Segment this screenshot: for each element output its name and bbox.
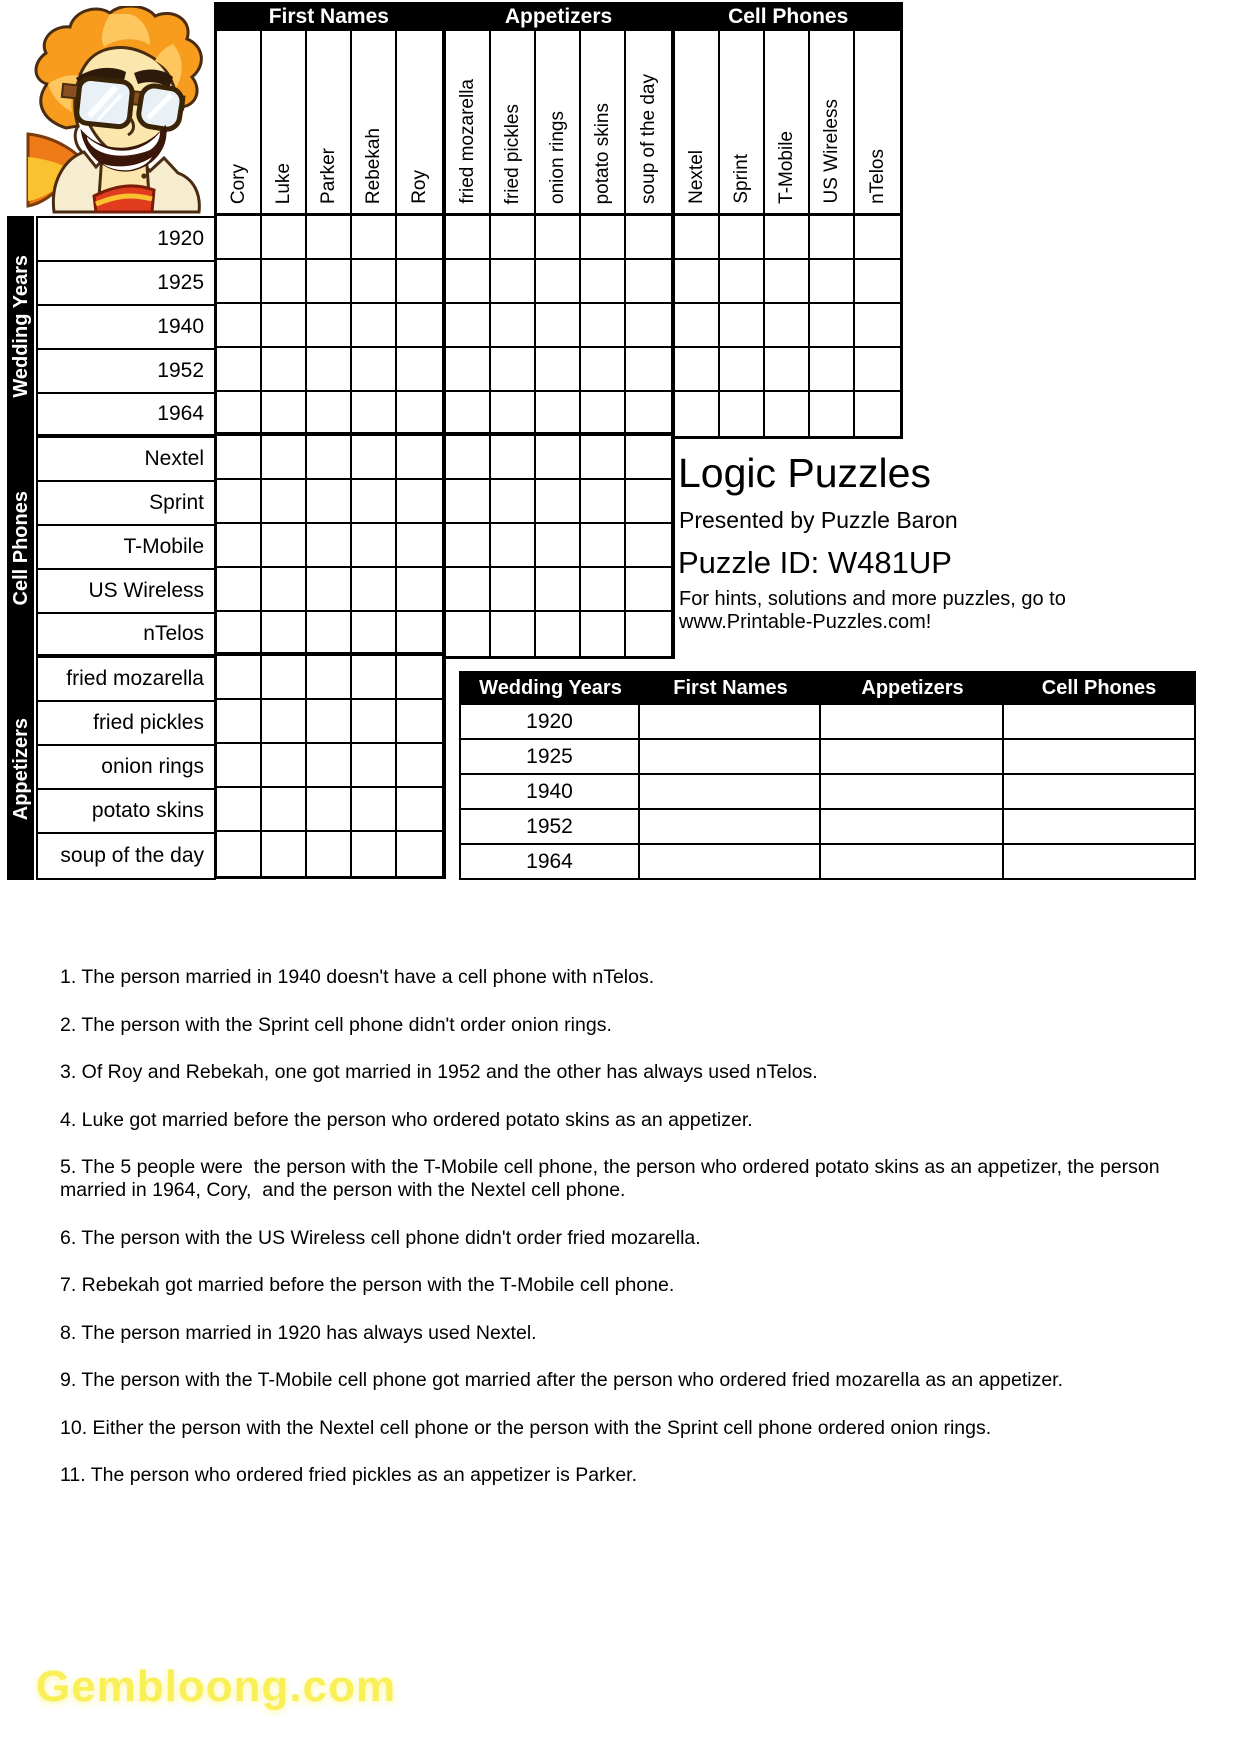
clue-6: 6. The person with the US Wireless cell phone didn't order fried mozarella. (60, 1226, 701, 1249)
grid-cell[interactable] (536, 480, 581, 524)
column-label-text: potato skins (592, 102, 613, 204)
grid-cell[interactable] (262, 260, 307, 304)
grid-cell[interactable] (626, 480, 671, 524)
grid-cell[interactable] (491, 216, 536, 260)
grid-cell[interactable] (352, 612, 397, 656)
grid-cell[interactable] (397, 304, 442, 348)
answer-blank-cell[interactable] (821, 703, 1004, 738)
answer-year-label: 1925 (461, 738, 640, 773)
column-groups-band (214, 2, 903, 31)
grid-cell[interactable] (581, 480, 626, 524)
grid-cell[interactable] (810, 348, 855, 392)
answer-blank-cell[interactable] (1004, 738, 1194, 773)
grid-cell[interactable] (262, 392, 307, 436)
grid-cell[interactable] (262, 216, 307, 260)
column-label-luke (262, 31, 307, 216)
row-label-nextel: Nextel (38, 438, 214, 482)
grid-cell[interactable] (397, 524, 442, 568)
answer-blank-cell[interactable] (640, 738, 821, 773)
grid-cell[interactable] (536, 524, 581, 568)
page-subtitle: Presented by Puzzle Baron (679, 507, 958, 533)
grid-cell[interactable] (262, 788, 307, 832)
grid-cell[interactable] (491, 524, 536, 568)
answer-year-label: 1940 (461, 773, 640, 808)
clue-3: 3. Of Roy and Rebekah, one got married in 1952 and the other has always used nTelos. (60, 1061, 818, 1083)
grid-cell[interactable] (307, 656, 352, 700)
row-group-label: Appetizers (9, 718, 32, 821)
grid-cell[interactable] (397, 392, 442, 436)
grid-cell[interactable] (765, 348, 810, 392)
grid-block-appetizers (446, 28, 675, 659)
grid-cell[interactable] (262, 612, 307, 656)
grid-cell[interactable] (397, 656, 442, 700)
grid-cell[interactable] (626, 612, 671, 656)
grid-cell[interactable] (536, 612, 581, 656)
grid-cell[interactable] (855, 216, 900, 260)
grid-cell[interactable] (810, 304, 855, 348)
grid-cell[interactable] (262, 480, 307, 524)
column-group-first-names: First Names (268, 4, 389, 28)
row-label-1940: 1940 (38, 306, 214, 350)
grid-cell[interactable] (217, 480, 262, 524)
row-label-soup-of-the-day: soup of the day (60, 844, 204, 867)
answer-blank-cell[interactable] (821, 808, 1004, 843)
column-label-soup-of-the-day (626, 31, 671, 216)
grid-cell[interactable] (491, 392, 536, 436)
grid-cell[interactable] (262, 304, 307, 348)
grid-cell[interactable] (352, 568, 397, 612)
row-label-fried-pickles: fried pickles (38, 702, 214, 746)
column-label-fried-mozarella (446, 31, 491, 216)
grid-cell[interactable] (491, 480, 536, 524)
grid-cell[interactable] (765, 304, 810, 348)
row-label-potato-skins: potato skins (38, 790, 214, 834)
column-label-text: Luke (273, 162, 294, 204)
grid-cell[interactable] (352, 436, 397, 480)
grid-cell[interactable] (536, 260, 581, 304)
grid-cell[interactable] (352, 832, 397, 876)
grid-cell[interactable] (307, 524, 352, 568)
grid-cell[interactable] (446, 304, 491, 348)
grid-cell[interactable] (217, 436, 262, 480)
goggles (62, 68, 185, 131)
clue-8: 8. The person married in 1920 has always used Nextel. (60, 1321, 537, 1344)
grid-cell[interactable] (217, 832, 262, 876)
grid-cell[interactable] (446, 612, 491, 656)
grid-cell[interactable] (581, 612, 626, 656)
column-label-roy (397, 31, 442, 216)
grid-cell[interactable] (352, 260, 397, 304)
grid-cell[interactable] (446, 524, 491, 568)
grid-cell[interactable] (765, 392, 810, 436)
grid-cell[interactable] (855, 260, 900, 304)
grid-cell[interactable] (675, 348, 720, 392)
grid-cell[interactable] (352, 744, 397, 788)
row-label-onion-rings: onion rings (38, 746, 214, 790)
answer-header-appetizers: Appetizers (821, 673, 1004, 703)
grid-cell[interactable] (491, 436, 536, 480)
grid-cell[interactable] (307, 832, 352, 876)
grid-cell[interactable] (217, 700, 262, 744)
column-label-text: fried mozarella (457, 79, 478, 204)
clue-1: 1. The person married in 1940 doesn't have a cell phone with nTelos. (60, 966, 655, 988)
column-label-text: nTelos (867, 149, 888, 204)
answer-blank-cell[interactable] (1004, 773, 1194, 808)
grid-cell[interactable] (397, 832, 442, 876)
grid-cell[interactable] (397, 436, 442, 480)
column-label-text: Sprint (731, 154, 752, 204)
mascot-image (26, 6, 218, 214)
clue-4: 4. Luke got married before the person who ordered potato skins as an appetizer. (60, 1108, 753, 1131)
answer-blank-cell[interactable] (821, 738, 1004, 773)
answer-blank-cell[interactable] (1004, 808, 1194, 843)
grid-cell[interactable] (626, 216, 671, 260)
row-groups-band (7, 216, 34, 880)
grid-cell[interactable] (397, 788, 442, 832)
grid-cell[interactable] (626, 260, 671, 304)
grid-cell[interactable] (352, 304, 397, 348)
grid-cell[interactable] (810, 260, 855, 304)
row-label-1964: 1964 (38, 394, 214, 438)
grid-cell[interactable] (352, 788, 397, 832)
row-group-cell-phones (7, 437, 34, 658)
grid-cell[interactable] (262, 700, 307, 744)
grid-cell[interactable] (765, 216, 810, 260)
column-group-appetizers: Appetizers (504, 4, 613, 28)
grid-cell[interactable] (307, 260, 352, 304)
grid-cell[interactable] (536, 216, 581, 260)
column-label-text: fried pickles (502, 103, 523, 204)
grid-cell[interactable] (262, 656, 307, 700)
grid-cell[interactable] (855, 348, 900, 392)
grid-cell[interactable] (217, 304, 262, 348)
grid-cell[interactable] (720, 348, 765, 392)
answer-blank-cell[interactable] (1004, 843, 1194, 878)
grid-cell[interactable] (352, 700, 397, 744)
grid-cell[interactable] (855, 304, 900, 348)
grid-cell[interactable] (810, 216, 855, 260)
grid-cell[interactable] (307, 304, 352, 348)
grid-cell[interactable] (536, 436, 581, 480)
hint-text: For hints, solutions and more puzzles, go to (679, 588, 1066, 610)
grid-cell[interactable] (581, 568, 626, 612)
answer-header-wedding-years: Wedding Years (461, 673, 640, 703)
grid-cell[interactable] (262, 744, 307, 788)
grid-cell[interactable] (536, 304, 581, 348)
answer-blank-cell[interactable] (640, 843, 821, 878)
grid-cell[interactable] (581, 304, 626, 348)
column-label-text: US Wireless (821, 99, 842, 204)
grid-block-first-names (214, 28, 446, 879)
grid-cell[interactable] (217, 656, 262, 700)
grid-cell[interactable] (307, 744, 352, 788)
grid-cell[interactable] (581, 392, 626, 436)
column-label-text: Roy (409, 170, 430, 204)
grid-cell[interactable] (307, 392, 352, 436)
column-label-cory (217, 31, 262, 216)
grid-cell[interactable] (262, 524, 307, 568)
grid-cell[interactable] (307, 612, 352, 656)
column-label-text: Rebekah (363, 127, 384, 204)
grid-cell[interactable] (626, 568, 671, 612)
row-group-appetizers (7, 659, 34, 880)
grid-cell[interactable] (446, 348, 491, 392)
grid-cell[interactable] (536, 392, 581, 436)
answer-year-label: 1920 (461, 703, 640, 738)
column-label-ntelos (855, 31, 900, 216)
grid-cell[interactable] (307, 216, 352, 260)
clue-2: 2. The person with the Sprint cell phone didn't order onion rings. (60, 1013, 612, 1036)
row-group-label: Wedding Years (9, 255, 32, 398)
grid-cell[interactable] (217, 260, 262, 304)
answer-header-first-names: First Names (640, 673, 821, 703)
column-label-text: T-Mobile (776, 131, 797, 204)
grid-cell[interactable] (307, 348, 352, 392)
answer-blank-cell[interactable] (1004, 703, 1194, 738)
grid-cell[interactable] (352, 348, 397, 392)
grid-cell[interactable] (536, 568, 581, 612)
answer-blank-cell[interactable] (821, 773, 1004, 808)
answer-blank-cell[interactable] (821, 843, 1004, 878)
grid-cell[interactable] (307, 700, 352, 744)
grid-cell[interactable] (491, 568, 536, 612)
column-label-text: onion rings (547, 111, 568, 204)
grid-cell[interactable] (581, 348, 626, 392)
grid-cell[interactable] (720, 304, 765, 348)
grid-cell[interactable] (397, 216, 442, 260)
grid-cell[interactable] (307, 480, 352, 524)
answer-blank-cell[interactable] (640, 703, 821, 738)
clue-7: 7. Rebekah got married before the person with the T-Mobile cell phone. (60, 1274, 675, 1296)
watermark: Gembloong.com (36, 1662, 397, 1711)
grid-cell[interactable] (626, 348, 671, 392)
grid-cell[interactable] (352, 656, 397, 700)
answer-year-label: 1952 (461, 808, 640, 843)
clue-11: 11. The person who ordered fried pickles as an appetizer is Parker. (60, 1464, 638, 1486)
grid-cell[interactable] (262, 568, 307, 612)
row-label-1920: 1920 (38, 218, 214, 262)
grid-cell[interactable] (581, 216, 626, 260)
row-label-t-mobile: T-Mobile (38, 526, 214, 570)
answer-year-label: 1964 (461, 843, 640, 878)
grid-cell[interactable] (581, 260, 626, 304)
row-label-1925: 1925 (38, 262, 214, 306)
grid-cell[interactable] (810, 392, 855, 436)
grid-cell[interactable] (675, 304, 720, 348)
column-label-text: soup of the day (638, 74, 659, 204)
grid-cell[interactable] (720, 392, 765, 436)
answer-blank-cell[interactable] (640, 773, 821, 808)
hint-url[interactable]: www.Printable-Puzzles.com! (679, 611, 932, 633)
grid-cell[interactable] (446, 216, 491, 260)
row-label-ntelos: nTelos (38, 614, 214, 658)
grid-cell[interactable] (626, 392, 671, 436)
grid-cell[interactable] (626, 304, 671, 348)
grid-cell[interactable] (307, 568, 352, 612)
grid-cell[interactable] (307, 788, 352, 832)
grid-cell[interactable] (262, 436, 307, 480)
grid-cell[interactable] (536, 348, 581, 392)
grid-block-cell-phones (675, 28, 903, 439)
row-group-label: Cell Phones (9, 490, 32, 606)
grid-cell[interactable] (397, 700, 442, 744)
column-label-onion-rings (536, 31, 581, 216)
column-label-t-mobile (765, 31, 810, 216)
grid-cell[interactable] (397, 260, 442, 304)
answer-header-cell-phones: Cell Phones (1004, 673, 1194, 703)
grid-cell[interactable] (217, 348, 262, 392)
grid-cell[interactable] (352, 524, 397, 568)
grid-cell[interactable] (765, 260, 810, 304)
grid-cell[interactable] (491, 348, 536, 392)
grid-cell[interactable] (626, 436, 671, 480)
grid-cell[interactable] (352, 392, 397, 436)
grid-cell[interactable] (491, 260, 536, 304)
column-label-text: Cory (228, 163, 249, 204)
column-label-text: Parker (318, 148, 339, 204)
grid-cell[interactable] (217, 568, 262, 612)
column-group-cell-phones: Cell Phones (728, 4, 849, 28)
grid-cell[interactable] (720, 260, 765, 304)
grid-cell[interactable] (217, 524, 262, 568)
column-label-sprint (720, 31, 765, 216)
grid-cell[interactable] (675, 392, 720, 436)
grid-cell[interactable] (446, 392, 491, 436)
grid-cell[interactable] (675, 260, 720, 304)
grid-cell[interactable] (855, 392, 900, 436)
grid-cell[interactable] (446, 260, 491, 304)
grid-cell[interactable] (352, 216, 397, 260)
row-label-1952: 1952 (38, 350, 214, 394)
grid-cell[interactable] (581, 524, 626, 568)
grid-cell[interactable] (352, 480, 397, 524)
column-label-potato-skins (581, 31, 626, 216)
grid-cell[interactable] (397, 612, 442, 656)
grid-cell[interactable] (397, 348, 442, 392)
grid-cell[interactable] (626, 524, 671, 568)
row-label-us-wireless: US Wireless (38, 570, 214, 614)
grid-cell[interactable] (446, 436, 491, 480)
grid-cell[interactable] (446, 568, 491, 612)
grid-cell[interactable] (675, 216, 720, 260)
clue-9: 9. The person with the T-Mobile cell phone got married after the person who ordered fried mozarella as an appetizer. (60, 1369, 1064, 1391)
grid-cell[interactable] (491, 612, 536, 656)
grid-cell[interactable] (217, 392, 262, 436)
grid-cell[interactable] (307, 436, 352, 480)
grid-cell[interactable] (581, 436, 626, 480)
row-labels-column (36, 216, 216, 880)
grid-cell[interactable] (217, 216, 262, 260)
grid-cell[interactable] (262, 832, 307, 876)
grid-cell[interactable] (446, 480, 491, 524)
column-label-nextel (675, 31, 720, 216)
clues-list (60, 966, 1172, 1512)
row-group-wedding-years (7, 216, 34, 437)
grid-cell[interactable] (217, 612, 262, 656)
page-title: Logic Puzzles (678, 450, 931, 496)
grid-cell[interactable] (397, 568, 442, 612)
column-label-fried-pickles (491, 31, 536, 216)
column-label-rebekah (352, 31, 397, 216)
grid-cell[interactable] (397, 480, 442, 524)
grid-cell[interactable] (262, 348, 307, 392)
column-label-text: Nextel (686, 150, 707, 204)
grid-cell[interactable] (491, 304, 536, 348)
answer-blank-cell[interactable] (640, 808, 821, 843)
puzzle-id: Puzzle ID: W481UP (678, 545, 952, 580)
grid-cell[interactable] (397, 744, 442, 788)
row-label-sprint: Sprint (38, 482, 214, 526)
clue-10: 10. Either the person with the Nextel cell phone or the person with the Sprint cell phone ordered onion rings. (60, 1416, 992, 1439)
grid-cell[interactable] (720, 216, 765, 260)
row-label-fried-mozarella: fried mozarella (38, 658, 214, 702)
grid-cell[interactable] (217, 744, 262, 788)
answer-table (459, 671, 1196, 880)
column-label-parker (307, 31, 352, 216)
clue-5: 5. The 5 people were the person with the T-Mobile cell phone, the person who ordered potato skins as an appetizer, the person married in 1964, Cory, and the person with the Nextel cell phone. (60, 1156, 1165, 1201)
grid-cell[interactable] (217, 788, 262, 832)
column-label-us-wireless (810, 31, 855, 216)
